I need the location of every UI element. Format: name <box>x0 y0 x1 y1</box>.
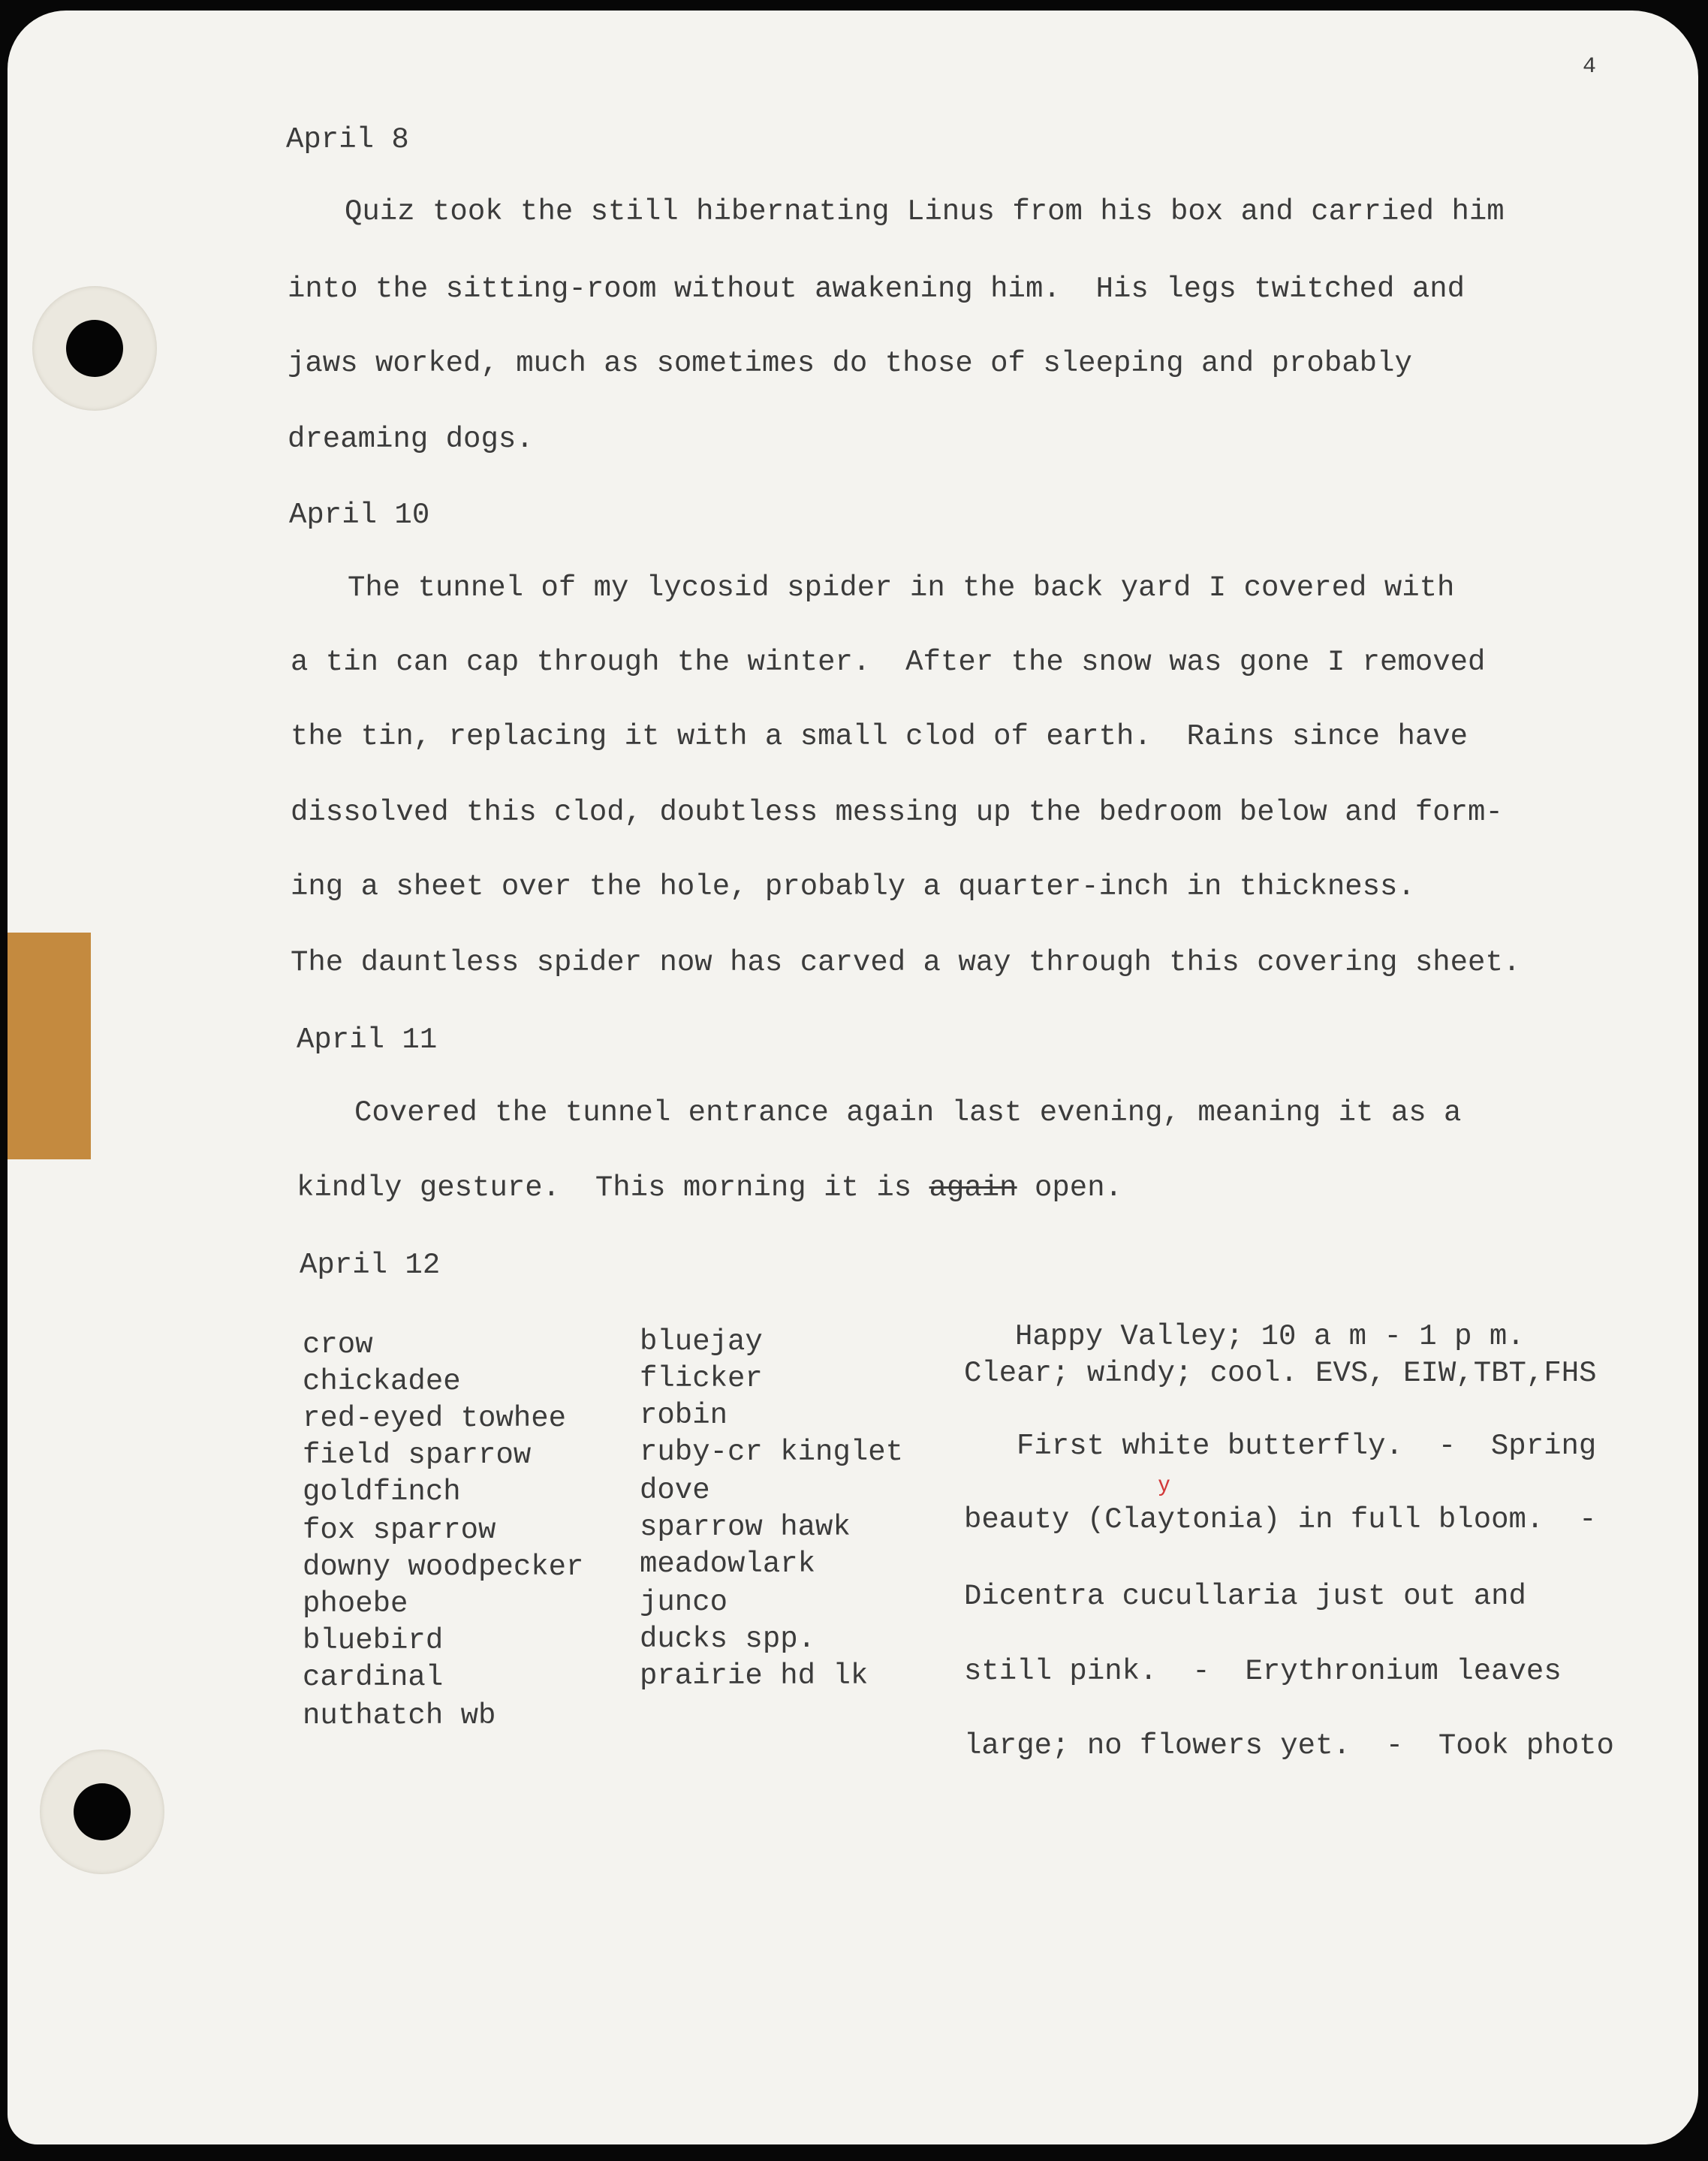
bird-list-item: junco <box>640 1586 728 1619</box>
entry-line: The dauntless spider now has carved a way through this covering sheet. <box>291 946 1521 979</box>
typed-page <box>8 11 1698 2144</box>
field-note-line: beauty (Claytonia) in full bloom. - <box>964 1503 1597 1536</box>
bird-list-item: ducks spp. <box>640 1623 816 1656</box>
entry-date: April 11 <box>297 1023 438 1056</box>
entry-line: ing a sheet over the hole, probably a quarter-inch in thickness. <box>291 870 1415 903</box>
bird-list-item: fox sparrow <box>303 1514 496 1547</box>
bird-list-item: ruby-cr kinglet <box>640 1436 904 1469</box>
entry-date: April 12 <box>300 1249 441 1282</box>
bird-list-item: crow <box>303 1328 373 1361</box>
bird-list-item: prairie hd lk <box>640 1659 869 1692</box>
page-number: 4 <box>1583 54 1597 80</box>
bird-list-item: sparrow hawk <box>640 1511 851 1544</box>
entry-date: April 8 <box>286 123 409 156</box>
entry-line: kindly gesture. This morning it is again open. <box>297 1171 1123 1204</box>
bird-list-item: bluejay <box>640 1325 763 1358</box>
bird-list-item: downy woodpecker <box>303 1551 584 1584</box>
bird-list-item: dove <box>640 1474 710 1507</box>
struck-word: again <box>929 1171 1017 1204</box>
entry-date: April 10 <box>289 499 430 532</box>
bird-list-item: field sparrow <box>303 1439 532 1472</box>
entry-line: The tunnel of my lycosid spider in the back yard I covered with <box>348 571 1455 604</box>
entry-line: dreaming dogs. <box>288 423 534 456</box>
field-weather: Clear; windy; cool. EVS, EIW,TBT,FHS <box>964 1357 1597 1390</box>
bird-list-item: goldfinch <box>303 1475 461 1508</box>
bird-list-item: phoebe <box>303 1587 408 1620</box>
bird-list-item: bluebird <box>303 1624 444 1657</box>
entry-line: Covered the tunnel entrance again last evening, meaning it as a <box>354 1096 1462 1129</box>
bird-list-item: robin <box>640 1399 728 1432</box>
entry-line: into the sitting-room without awakening him. His legs twitched and <box>288 273 1466 306</box>
punch-hole-bottom <box>40 1750 164 1874</box>
bird-list-item: chickadee <box>303 1365 461 1398</box>
field-note-line: large; no flowers yet. - Took photo <box>964 1729 1614 1762</box>
field-note-line: still pink. - Erythronium leaves <box>964 1655 1562 1688</box>
entry-line: jaws worked, much as sometimes do those of sleeping and probably <box>288 347 1412 380</box>
bird-list-item: red-eyed towhee <box>303 1402 567 1435</box>
bird-list-item: flicker <box>640 1362 763 1395</box>
handwritten-correction-mark: y <box>1158 1472 1170 1496</box>
bird-list-item: cardinal <box>303 1661 444 1694</box>
entry-line: Quiz took the still hibernating Linus from his box and carried him <box>345 195 1505 228</box>
tape-tab <box>8 933 91 1159</box>
entry-line: dissolved this clod, doubtless messing up the bedroom below and form- <box>291 796 1503 829</box>
bird-list-item: meadowlark <box>640 1548 816 1581</box>
field-note-line: Dicentra cucullaria just out and <box>964 1580 1526 1613</box>
field-location: Happy Valley; 10 a m - 1 p m. <box>1015 1320 1525 1353</box>
field-note-line: First white butterfly. - Spring <box>1017 1430 1597 1463</box>
entry-line: a tin can cap through the winter. After the snow was gone I removed <box>291 646 1486 679</box>
bird-list-item: nuthatch wb <box>303 1699 496 1732</box>
punch-hole-top <box>32 286 157 411</box>
entry-line: the tin, replacing it with a small clod of earth. Rains since have <box>291 720 1469 753</box>
